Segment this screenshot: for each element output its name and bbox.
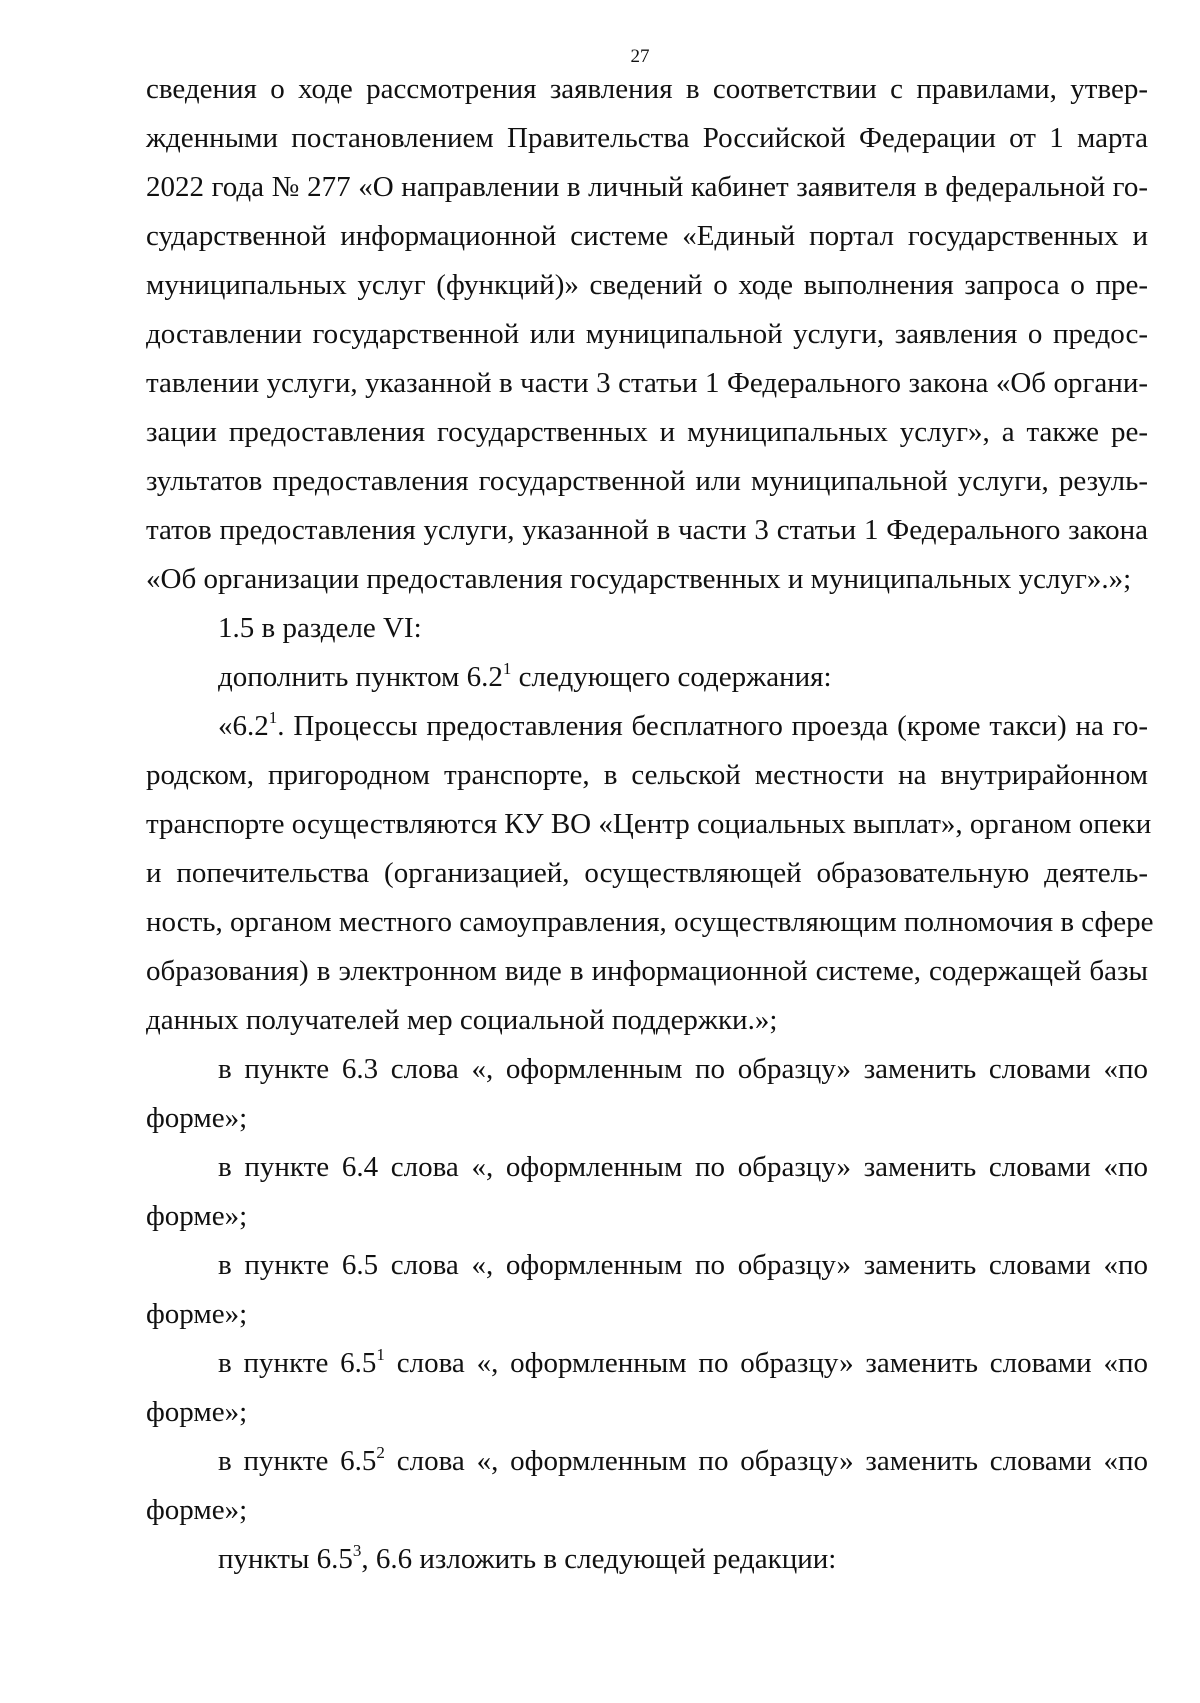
superscript: 1 [376,1345,385,1364]
text-line: данных получателей мер социальной поддержки.»; [146,1004,778,1036]
text-part: слова «, оформленным по образцу» заменить словами «по [384,1347,1149,1379]
amendment-line-end: форме»; [146,1298,248,1330]
text-part: «6.2 [218,710,269,742]
text-line: татов предоставления услуги, указанной в части 3 статьи 1 Федерального закона [146,514,1148,546]
amendment-line-end: форме»; [146,1102,248,1134]
text-line: зультатов предоставления государственной или муниципальной услуги, резуль- [146,465,1148,497]
text-part: слова «, оформленным по образцу» заменить словами «по [384,1445,1149,1477]
text-part: пункты 6.5 [218,1543,353,1575]
superscript: 3 [352,1541,362,1560]
amendment-line [146,1437,1148,1486]
instruction-line [146,1535,1148,1584]
text-line: образования) в электронном виде в информационной системе, содержащей базы [146,955,1148,987]
superscript: 2 [376,1443,385,1462]
quoted-clause-first-line [146,702,1148,751]
text-part: . Процессы предоставления бесплатного проезда (кроме такси) на го- [277,710,1148,742]
text-line: ность, органом местного самоуправления, осуществляющим полномочия в сфере [146,906,1154,938]
text-part: в пункте 6.5 [218,1445,377,1477]
text-line: родском, пригородном транспорте, в сельской местности на внутрирайонном [146,759,1148,791]
text-line: и попечительства (организацией, осуществляющей образовательную деятель- [146,857,1148,889]
text-line: зации предоставления государственных и муниципальных услуг», а также ре- [146,416,1148,448]
amendment-line: в пункте 6.5 слова «, оформленным по образцу» заменить словами «по [218,1249,1148,1281]
amendment-line-end: форме»; [146,1494,248,1526]
amendment-line [146,1339,1148,1388]
text-line: 2022 года № 277 «О направлении в личный кабинет заявителя в федеральной го- [146,171,1148,203]
page-number: 27 [630,46,650,67]
text-line: доставлении государственной или муниципальной услуги, заявления о предос- [146,318,1148,350]
amendment-line-end: форме»; [146,1200,248,1232]
section-item: 1.5 в разделе VI: [218,612,422,644]
amendment-line-end: форме»; [146,1396,248,1428]
amendment-line: в пункте 6.3 слова «, оформленным по образцу» заменить словами «по [218,1053,1148,1085]
text-line: «Об организации предоставления государственных и муниципальных услуг».»; [146,563,1132,595]
text-line: муниципальных услуг (функций)» сведений о ходе выполнения запроса о пре- [146,269,1148,301]
text-line: транспорте осуществляются КУ ВО «Центр социальных выплат», органом опеки [146,808,1152,840]
text-part: , 6.6 изложить в следующей редакции: [361,1543,837,1575]
text-line: жденными постановлением Правительства Российской Федерации от 1 марта [146,122,1148,154]
superscript: 1 [502,659,512,678]
document-body [146,65,1154,1584]
text-part: следующего содержания: [511,661,832,693]
text-part: в пункте 6.5 [218,1347,377,1379]
superscript: 1 [268,708,278,727]
text-part: дополнить пунктом 6.2 [218,661,503,693]
amendment-line: в пункте 6.4 слова «, оформленным по образцу» заменить словами «по [218,1151,1148,1183]
instruction-line [146,653,1148,702]
text-line: сударственной информационной системе «Единый портал государственных и [146,220,1148,252]
text-line: тавлении услуги, указанной в части 3 статьи 1 Федерального закона «Об органи- [146,367,1148,399]
text-line: сведения о ходе рассмотрения заявления в соответствии с правилами, утвер- [146,73,1148,105]
